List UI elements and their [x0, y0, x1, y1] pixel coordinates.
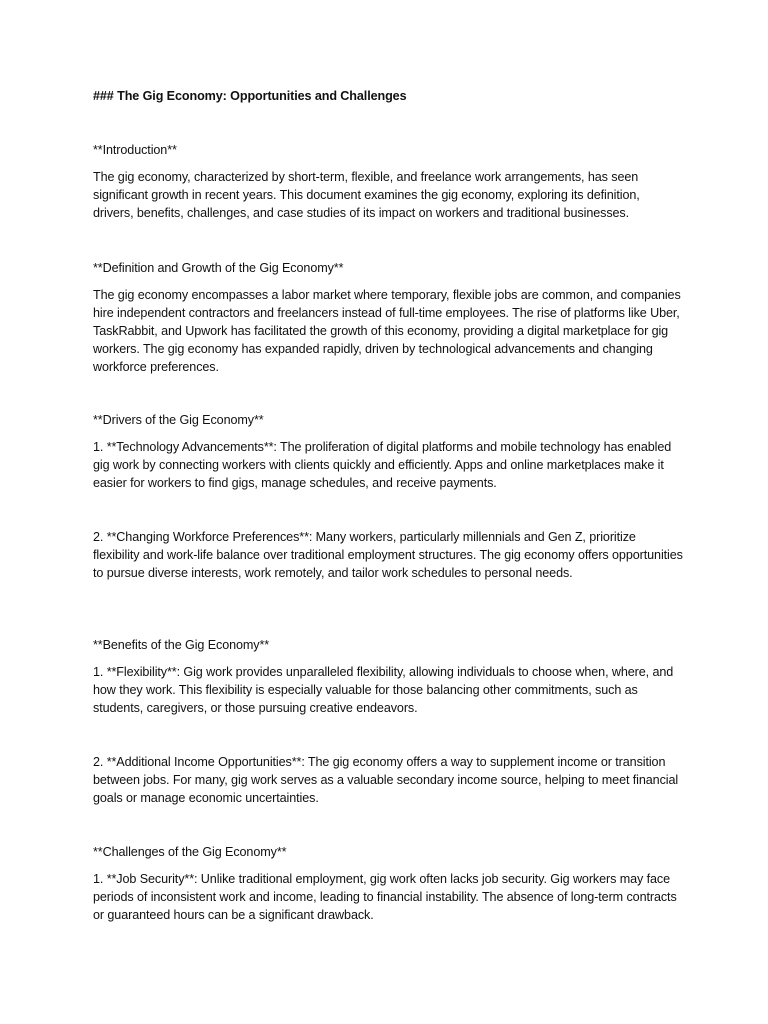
section-heading-benefits: **Benefits of the Gig Economy** [93, 638, 270, 652]
section-heading-challenges: **Challenges of the Gig Economy** [93, 845, 287, 859]
section-heading-drivers: **Drivers of the Gig Economy** [93, 413, 264, 427]
paragraph-drivers-2: 2. **Changing Workforce Preferences**: Many workers, particularly millennials and Gen Z, prioritize flexibility and work-life balance over traditional employment structures. The gig economy offers opportunities to pursue diverse interests, work remotely, and tailor work schedules to personal needs. [93, 530, 683, 580]
paragraph-definition: The gig economy encompasses a labor market where temporary, flexible jobs are common, and companies hire independent contractors and freelancers instead of full-time employees. The rise of platforms like Uber, TaskRabbit, and Upwork has facilitated the growth of this economy, providing a digital marketplace for gig workers. The gig economy has expanded rapidly, driven by technological advancements and changing workforce preferences. [93, 288, 681, 374]
paragraph-challenges-1: 1. **Job Security**: Unlike traditional employment, gig work often lacks job security. Gig workers may face periods of inconsistent work and income, leading to financial instability. The absence of long-term contracts or guaranteed hours can be a significant drawback. [93, 872, 677, 922]
section-heading-introduction: **Introduction** [93, 143, 177, 157]
paragraph-introduction: The gig economy, characterized by short-term, flexible, and freelance work arrangements, has seen significant growth in recent years. This document examines the gig economy, exploring its definition, drivers, benefits, challenges, and case studies of its impact on workers and traditional businesses. [93, 170, 640, 220]
paragraph-benefits-1: 1. **Flexibility**: Gig work provides unparalleled flexibility, allowing individuals to choose when, where, and how they work. This flexibility is especially valuable for those balancing other commitments, such as students, caregivers, or those pursuing creative endeavors. [93, 665, 674, 715]
paragraph-drivers-1: 1. **Technology Advancements**: The proliferation of digital platforms and mobile technology has enabled gig work by connecting workers with clients quickly and efficiently. Apps and online marketplaces make it easier for workers to find gigs, manage schedules, and receive payments. [93, 440, 672, 490]
document-title: ### The Gig Economy: Opportunities and Challenges [93, 89, 407, 103]
section-heading-definition: **Definition and Growth of the Gig Economy** [93, 261, 344, 275]
paragraph-benefits-2: 2. **Additional Income Opportunities**: The gig economy offers a way to supplement income or transition between jobs. For many, gig work serves as a valuable secondary income source, helping to meet financial goals or manage economic uncertainties. [93, 755, 679, 805]
